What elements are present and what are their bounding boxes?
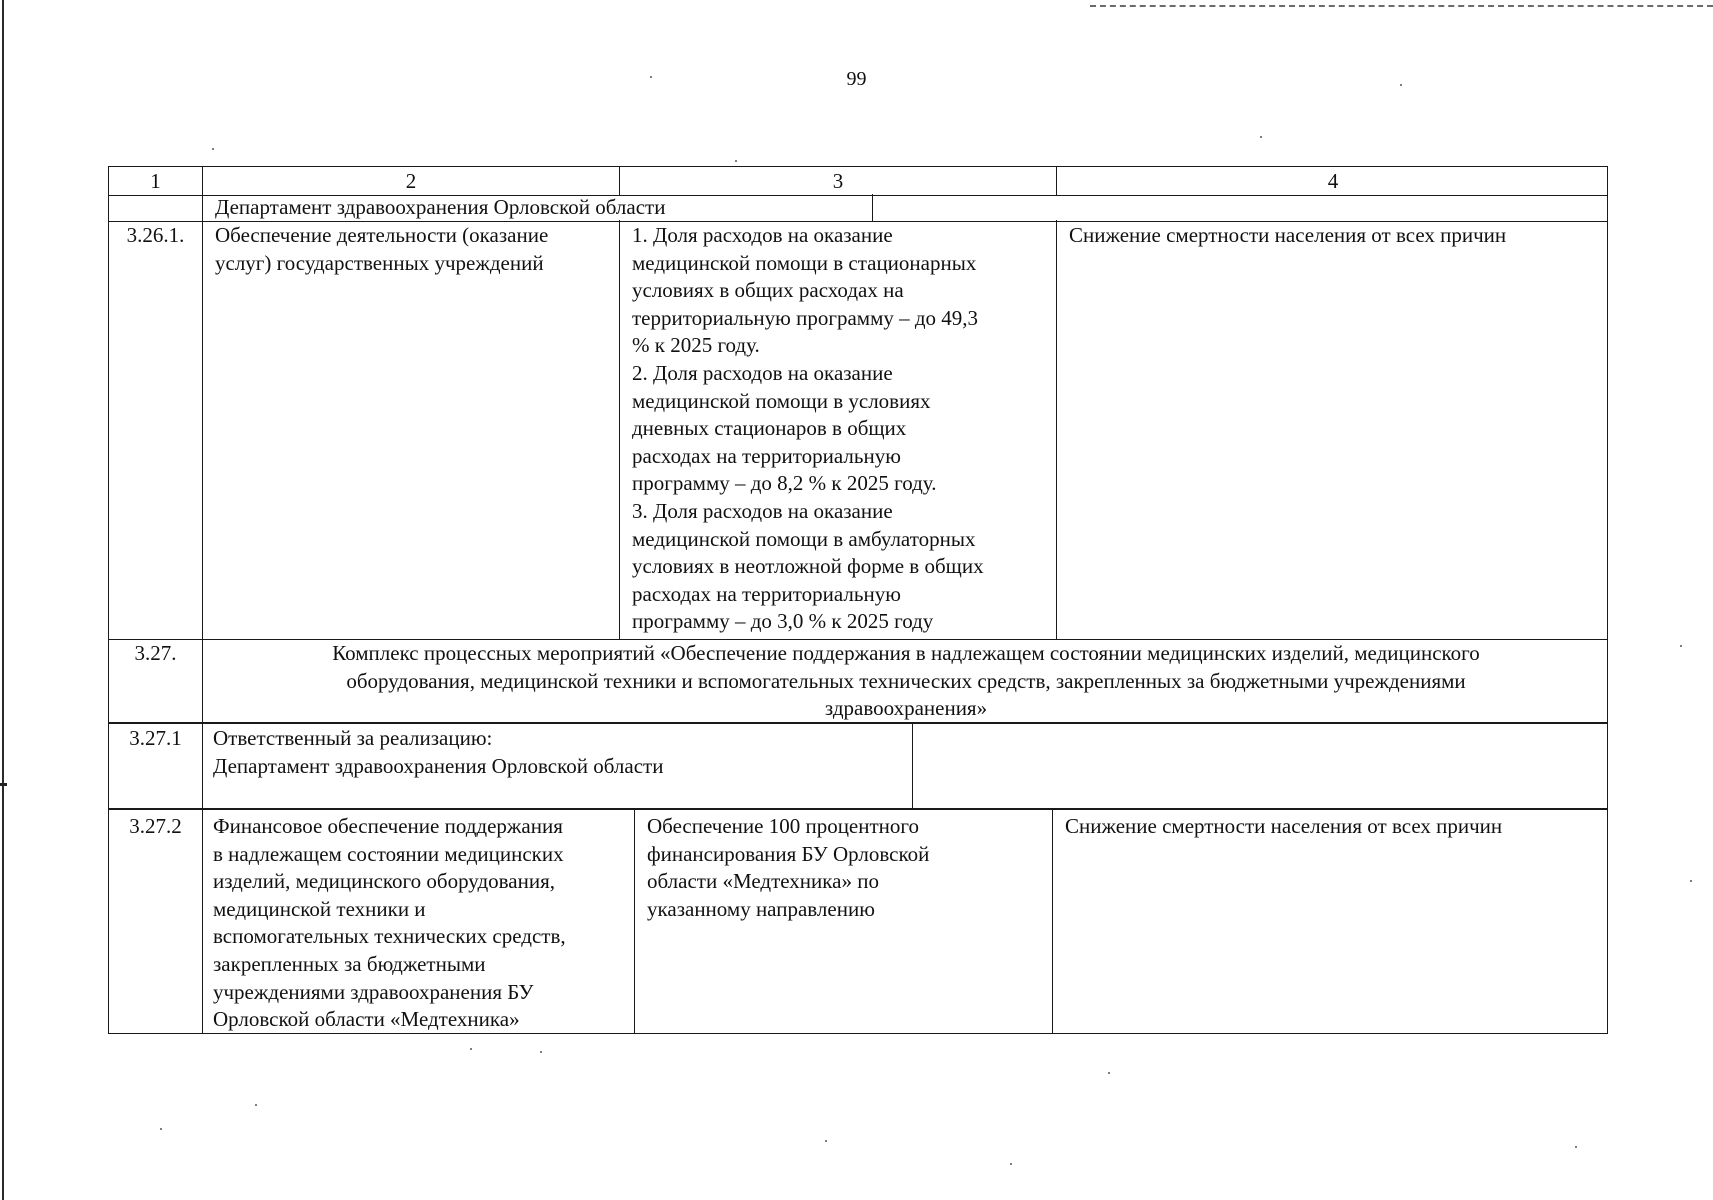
scan-speckle [1260,136,1262,138]
department-row-num [109,194,202,221]
scan-speckle [1400,84,1402,86]
scan-speckle [735,160,737,162]
event-indicators: 1. Доля расходов на оказание медицинской помощи в стационарных условиях в общих расходах на территориальную программу – до 49,3 % к 2025 году. 2. Доля расходов на оказание медицинской помощи в условиях дневных стационаров в общих расходах на территориальную программу – до 8,2 % к 2025 году. 3. Доля расходов на оказание медицинской помощи в амбулаторных условиях в неотложной форме в общих расходах на территориальную программу – до 3,0 % к 2025 году [619,220,1056,639]
row-number: 3.26.1. [126,223,185,247]
scan-speckle [1690,880,1692,882]
scan-speckle [470,1048,472,1050]
scan-speckle [825,1140,827,1142]
event-result: Снижение смертности населения от всех причин [1052,809,1609,1033]
event-name: Обеспечение деятельности (оказание услуг) государственных учреждений [202,220,619,639]
scan-speckle [212,148,214,150]
event-indicators: Обеспечение 100 процентного финансирования БУ Орловской области «Медтехника» по указанному направлению [634,809,1052,1033]
table-row-3-26-1 [108,220,1608,640]
department-row-empty [872,194,1609,221]
header-col-1: 1 [150,169,161,193]
table-header-row [108,166,1608,196]
page-number: 99 [846,68,867,90]
scan-top-line [1090,5,1713,7]
row-number: 3.27.1 [129,726,182,750]
scan-speckle [1680,645,1682,647]
department-row [108,194,1608,222]
scan-speckle [650,76,652,78]
department-name: Департамент здравоохранения Орловской области [202,194,872,221]
row-number: 3.27. [134,641,177,665]
process-complex-title: Комплекс процессных мероприятий «Обеспечение поддержания в надлежащем состоянии медицинских изделий, медицинского оборудования, медицинской техники и вспомогательных технических средств, закрепленных за бюджетными учреждениями здравоохранения» [202,638,1609,723]
scan-speckle [160,1128,162,1130]
header-col-3: 3 [619,167,1056,195]
header-col-4: 4 [1056,167,1609,195]
responsible-row-empty [912,723,1609,809]
scan-speckle [1575,1146,1577,1148]
header-col-2: 2 [202,167,619,195]
scan-speckle [1108,1072,1110,1074]
page-left-edge [2,0,4,1200]
table-row-3-27 [108,638,1608,724]
event-name: Финансовое обеспечение поддержания в надлежащем состоянии медицинских изделий, медицинского оборудования, медицинской техники и вспомогательных технических средств, закрепленных за бюджетными учреждениями здравоохранения БУ Орловской области «Медтехника» [202,809,634,1033]
responsible-executor: Ответственный за реализацию: Департамент здравоохранения Орловской области [202,723,912,809]
table-row-3-27-2 [108,808,1608,1034]
row-number: 3.27.2 [129,814,182,838]
event-result: Снижение смертности населения от всех причин [1056,220,1609,639]
table-row-3-27-1 [108,722,1608,810]
scan-speckle [255,1104,257,1106]
page-edge-mark [0,783,7,786]
scan-speckle [540,1051,542,1053]
scan-speckle [1010,1163,1012,1165]
